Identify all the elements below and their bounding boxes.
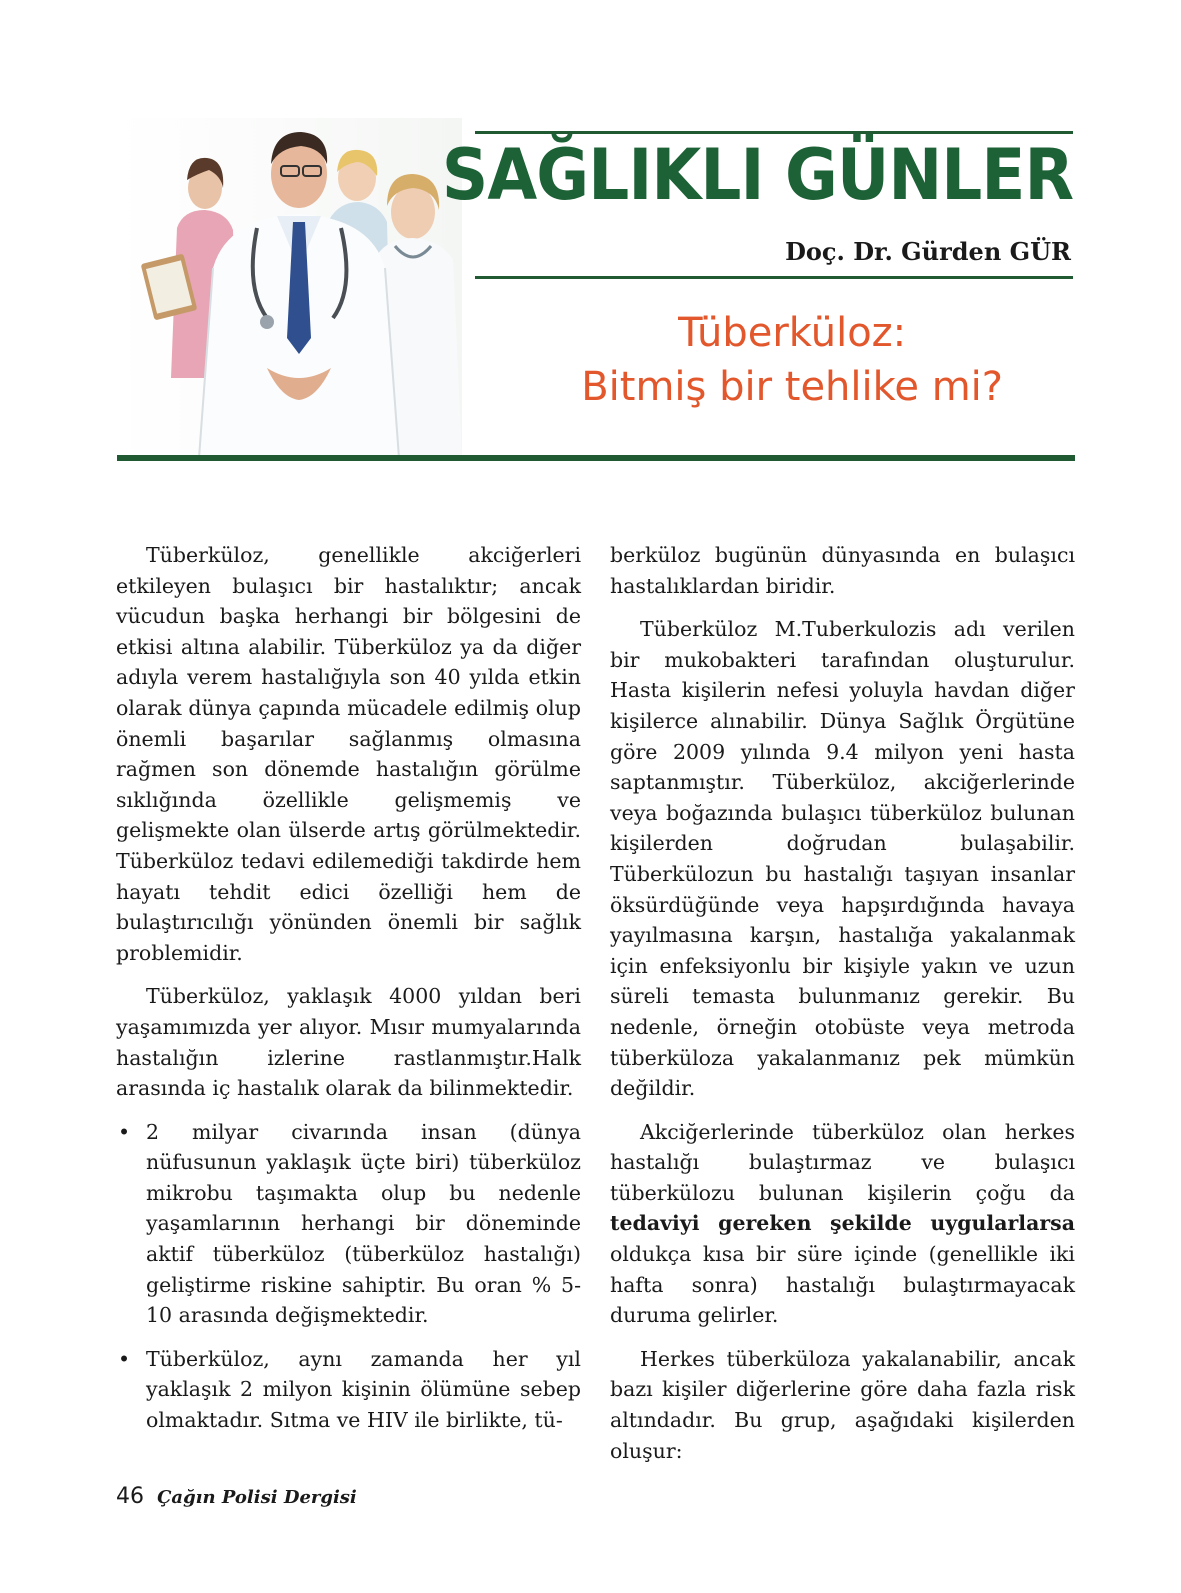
paragraph: Tüberküloz, yaklaşık 4000 yıldan beri yaşamımızda yer alıyor. Mısır mumyalarında hastalığın izlerine rastlanmıştır.Halk arasında iç hastalık olarak da bilinmektedir. (116, 984, 581, 1101)
article-column-left (116, 540, 581, 1449)
headline-line-1: Tüberküloz: (678, 310, 907, 356)
headline-line-2: Bitmiş bir tehlike mi? (581, 364, 1003, 410)
list-item: • 2 milyar civarında insan (dünya nüfusunun yaklaşık üçte biri) tüberküloz mikrobu taşımakta olup bu nedenle yaşamlarının herhangi bir döneminde aktif tüberküloz (tüberküloz hastalığı) geliştirme riskine sahiptir. Bu oran % 5-10 arasında değişmektedir. (116, 1117, 581, 1331)
emphasis-text: tedaviyi gereken şekilde uygularlarsa (610, 1211, 1075, 1236)
section-title: SAĞLIKLI GÜNLER (441, 134, 1073, 216)
article-headline (581, 306, 1003, 414)
medical-staff-photo (117, 118, 462, 458)
paragraph: berküloz bugünün dünyasında en bulaşıcı hastalıklardan biridir. (610, 543, 1075, 598)
paragraph: Tüberküloz, genellikle akciğerleri etkileyen bulaşıcı bir hastalıktır; ancak vücudun başka herhangi bir bölgesini de etkisi altına alabilir. Tüberküloz ya da diğer adıyla verem hastalığıyla son 40 yılda etkin olarak dünya çapında mücadele edilmiş olup önemli başarılar sağlanmış olmasına rağmen son dönemde hastalığın görülme sıklığında özellikle gelişmemiş ve gelişmekte olan ülserde artış görülmektedir. Tüberküloz tedavi edilemediği takdirde hem hayatı tehdit edici özelliği hem de bulaştırıcılığı yönünden önemli bir sağlık problemidir. (116, 543, 581, 965)
page-footer (116, 1484, 357, 1509)
paragraph: Tüberküloz M.Tuberkulozis adı verilen bir mukobakteri tarafından oluşturulur. Hasta kişilerin nefesi yoluyla havdan diğer kişilerce alınabilir. Dünya Sağlık Örgütüne göre 2009 yılında 9.4 milyon yeni hasta saptanmıştır. Tüberküloz, akciğerlerinde veya boğazında bulaşıcı tüberküloz bulunan kişilerden doğrudan bulaşabilir. Tüberkülozun bu hastalığı taşıyan insanlar öksürdüğünde veya hapşırdığında havaya yayılmasına karşın, hastalığa yakalanmak için enfeksiyonlu bir kişiyle yakın ve uzun süreli temasta bulunmanız gerekir. Bu nedenle, örneğin otobüste veya metroda tüberküloza yakalanmanız pek mümkün değildir. (610, 617, 1075, 1101)
article-column-right (610, 540, 1075, 1479)
text-run: Akciğerlerinde tüberküloz olan herkes hastalığı bulaştırmaz ve bulaşıcı tüberkülozu bulunan kişilerin çoğu da (610, 1119, 1075, 1205)
text-run: oldukça kısa bir süre içinde (genellikle iki hafta sonra) hastalığı bulaştırmayacak duruma gelirler. (610, 1242, 1075, 1328)
magazine-name: Çağın Polisi Dergisi (157, 1487, 357, 1508)
bullet-list (116, 1117, 581, 1436)
paragraph: Herkes tüberküloza yakalanabilir, ancak bazı kişiler diğerlerine göre daha fazla risk altındadır. Bu grup, aşağıdaki kişilerden oluşur: (610, 1346, 1075, 1463)
list-item: • Tüberküloz, aynı zamanda her yıl yaklaşık 2 milyon kişinin ölümüne sebep olmaktadır. Sıtma ve HIV ile birlikte, tü- (116, 1344, 581, 1436)
paragraph (610, 1117, 1075, 1331)
header-divider (117, 455, 1075, 461)
author-name: Doç. Dr. Gürden GÜR (785, 237, 1071, 266)
title-bottom-rule (475, 276, 1073, 279)
page-number: 46 (116, 1484, 144, 1509)
